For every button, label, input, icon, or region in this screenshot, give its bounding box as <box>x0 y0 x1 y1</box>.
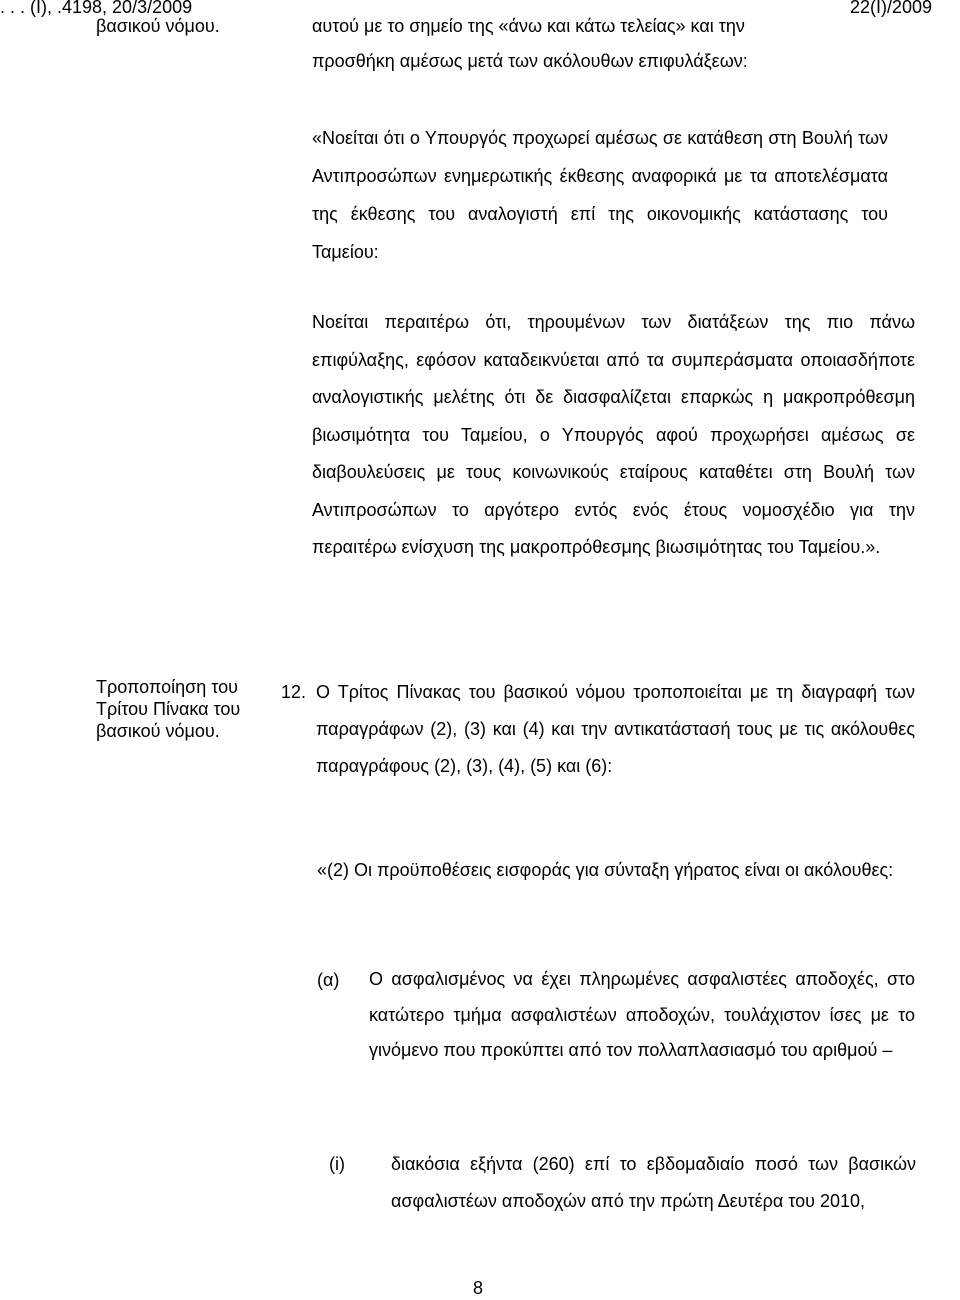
section-12-text: Ο Τρίτος Πίνακας του βασικού νόμου τροποποιείται με τη διαγραφή των παραγράφων (2), (3) και (4) και την αντικατάστασή τους με τις ακόλουθες παραγράφους (2), (3), (4), (5) και (6): <box>316 682 915 776</box>
proviso-paragraph-2: Νοείται περαιτέρω ότι, τηρουμένων των διατάξεων της πιο πάνω επιφύλαξης, εφόσον καταδεικνύεται από τα συμπεράσματα οποιασδήποτε αναλογιστικής μελέτης ότι δε διασφαλίζεται επαρκώς η μακροπρόθεσμη βιωσιμότητα του Ταμείου, ο Υπουργός αφού προχωρήσει αμέσως σε διαβουλεύσεις με τους κοινωνικούς εταίρους καταθέτει στη Βουλή των Αντιπροσώπων το αργότερο εντός ενός έτους νομοσχέδιο για την περαιτέρω ενίσχυση της μακροπρόθεσμης βιωσιμότητας του Ταμείου.». <box>312 312 915 557</box>
item-a-label: (α) <box>317 970 340 990</box>
item-a-text: Ο ασφαλισμένος να έχει πληρωμένες ασφαλιστέες αποδοχές, στο κατώτερο τμήμα ασφαλιστέων αποδοχών, τουλάχιστον ίσες με το γινόμενο που προκύπτει από τον πολλαπλασιασμό του αριθμού – <box>369 969 915 1060</box>
page-number: 8 <box>473 1278 484 1298</box>
intro-line: αυτού με το σημείο της «άνω και κάτω τελείας» και την <box>312 16 745 36</box>
document-reference-right: 22(Ι)/2009 <box>849 0 932 17</box>
item-i-label: (i) <box>329 1154 345 1174</box>
item-i-text: διακόσια εξήντα (260) επί το εβδομαδιαίο ποσό των βασικών ασφαλιστέων αποδοχών από την πρώτη Δευτέρα του 2010, <box>391 1154 916 1211</box>
proviso-paragraph-1: «Νοείται ότι ο Υπουργός προχωρεί αμέσως σε κατάθεση στη Βουλή των Αντιπροσώπων ενημερωτικής έκθεσης αναφορικά με τα αποτελέσματα της έκθεσης του αναλογιστή επί της οικονομικής κατάστασης του Ταμείου: <box>312 128 888 262</box>
paragraph-2-intro: «(2) Οι προϋποθέσεις εισφοράς για σύνταξη γήρατος είναι οι ακόλουθες: <box>317 860 894 880</box>
section-12-margin-note: Τροποποίηση του Τρίτου Πίνακα του βασικού νόμου. <box>96 677 241 741</box>
document-reference-left: . . . (Ι), .4198, 20/3/2009 <box>0 0 193 17</box>
intro-line-2: προσθήκη αμέσως μετά των ακόλουθων επιφυλάξεων: <box>312 51 748 71</box>
section-number: 12. <box>281 682 307 702</box>
margin-note-fragment: βασικού νόμου. <box>96 16 220 36</box>
